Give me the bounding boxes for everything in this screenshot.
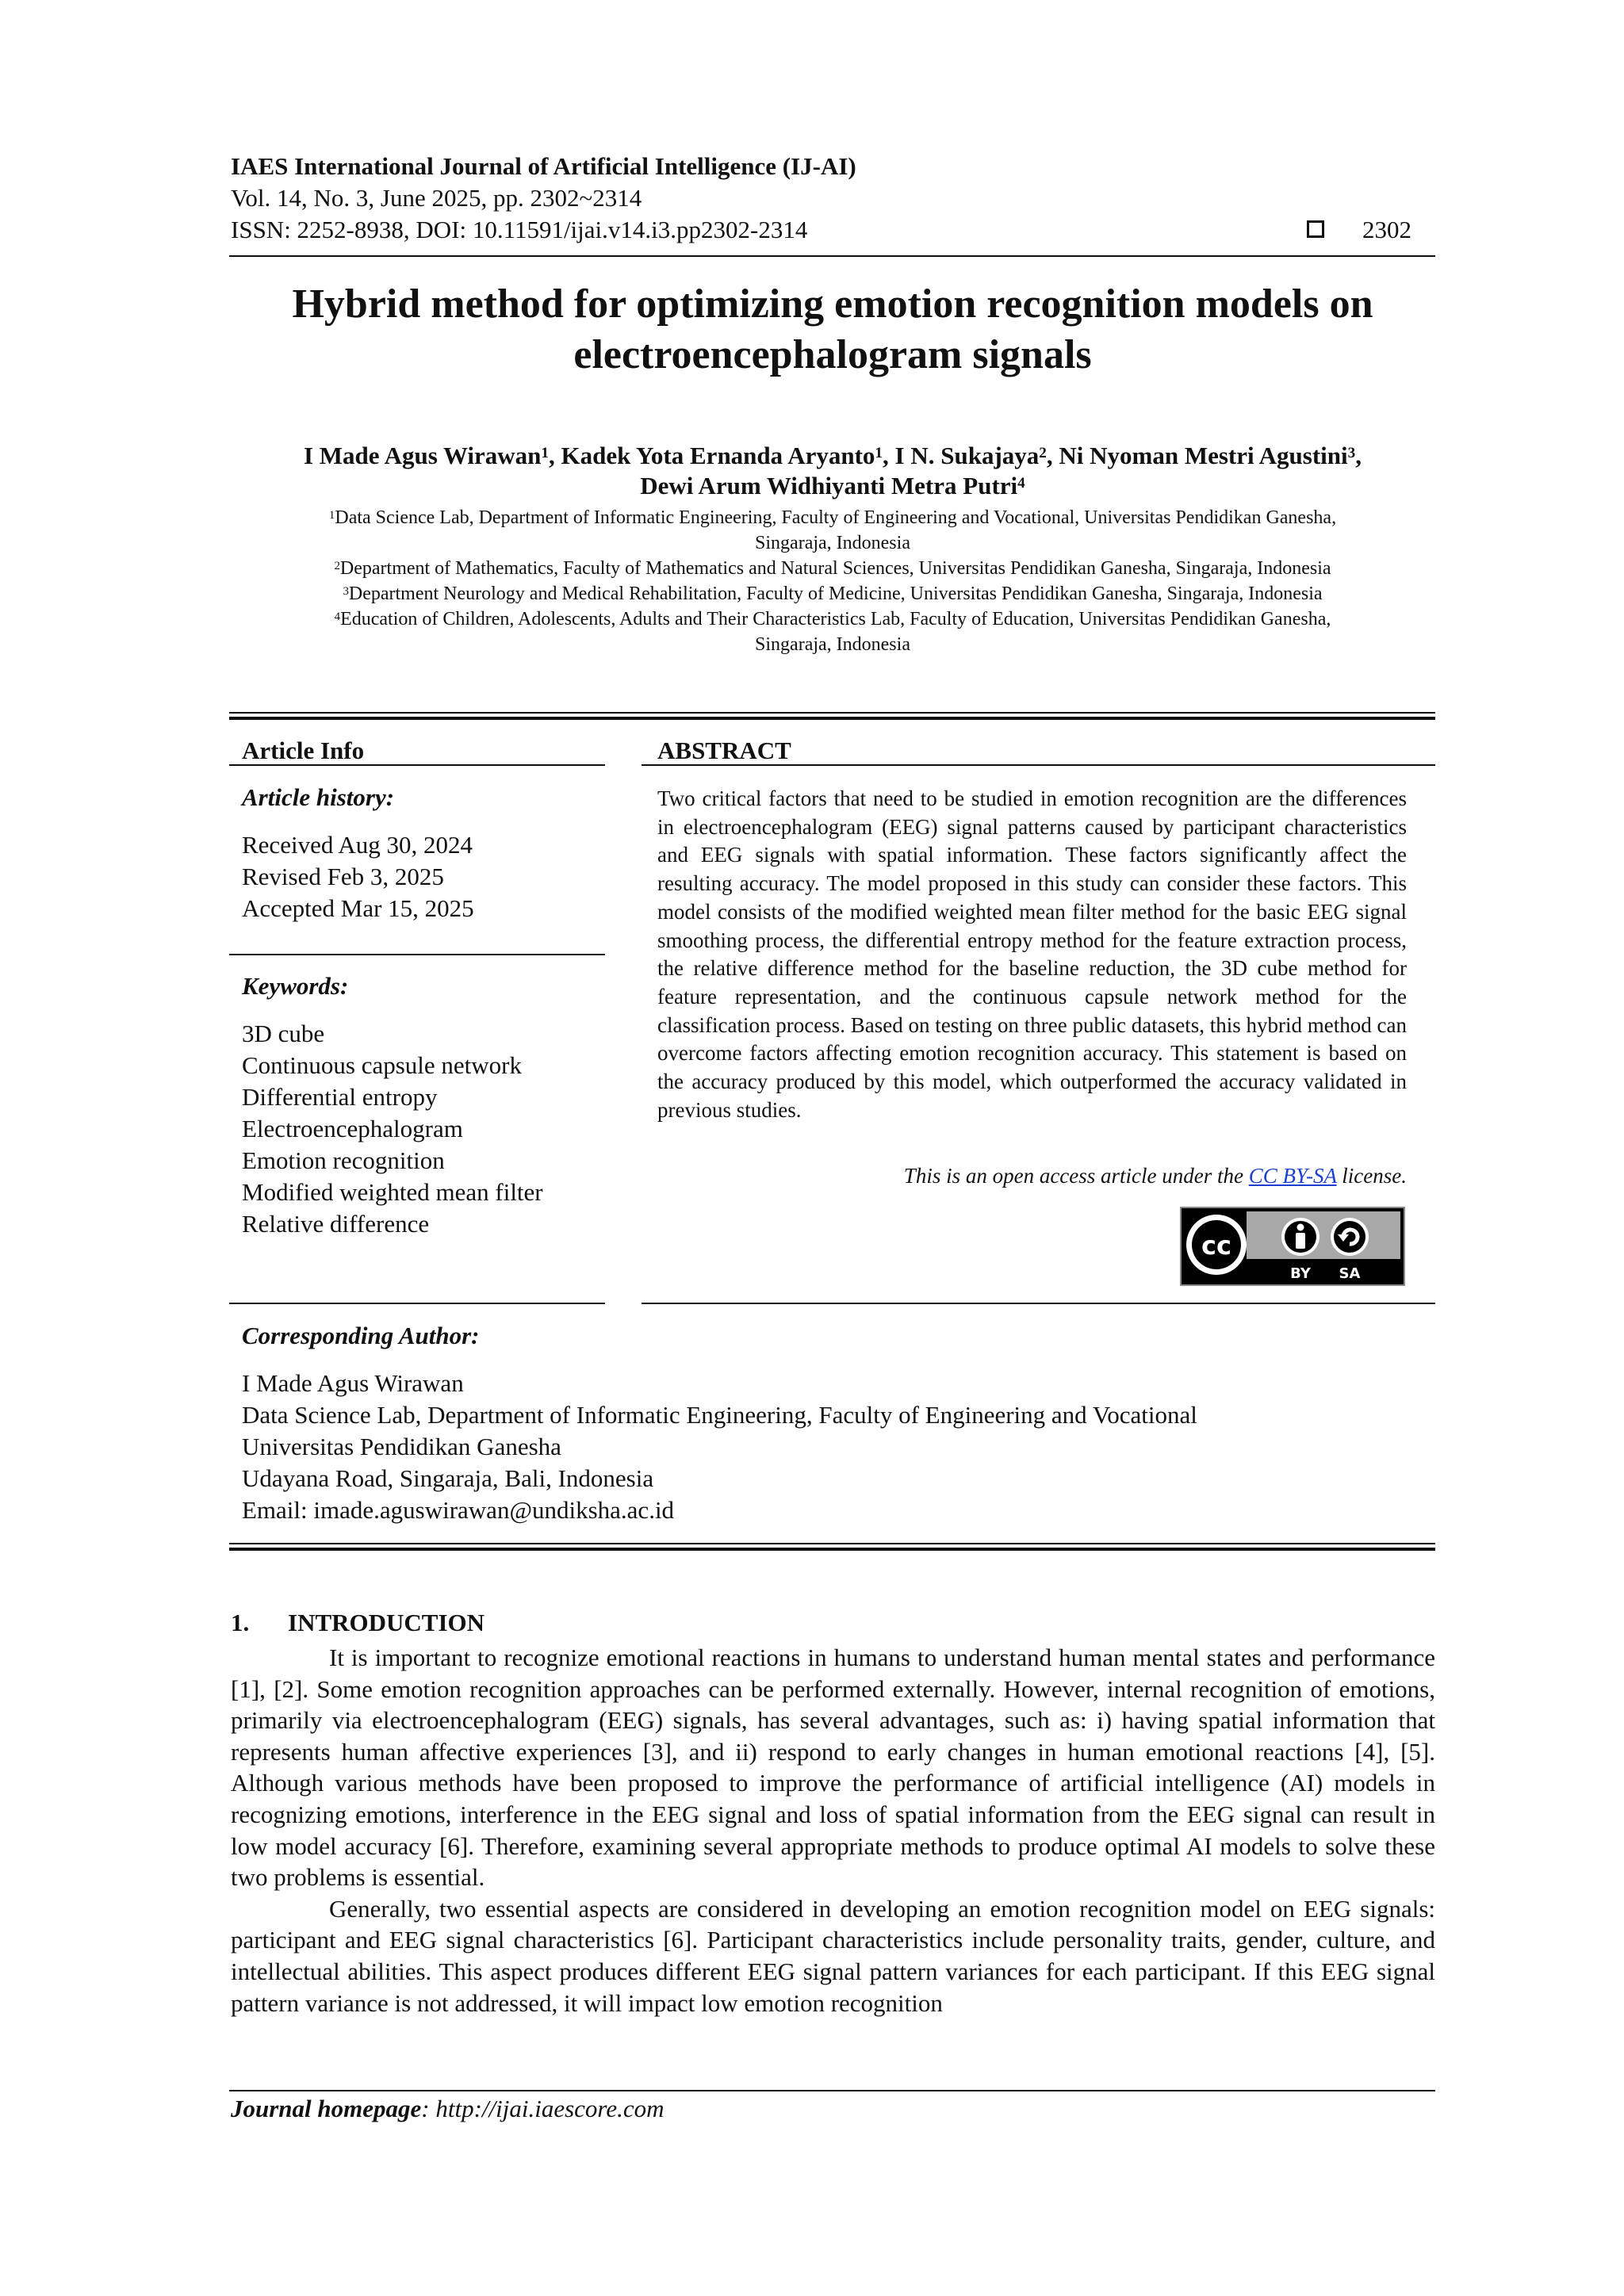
homepage-url[interactable]: http://ijai.iaescore.com (435, 2095, 665, 2122)
affiliation-item: $^1$Data Science Lab, Department of Informatic Engineering, Faculty of Engineering and Vocational, Universitas Pendidikan Ganesha, (328, 507, 1337, 528)
title-line-1: Hybrid method for optimizing emotion recognition models on (292, 281, 1373, 327)
keyword-item: Modified weighted mean filter (242, 1178, 543, 1206)
page-number: 2302 (1362, 216, 1411, 243)
attribution-icon (1281, 1218, 1320, 1256)
svg-text:cc: cc (1201, 1230, 1231, 1261)
affiliation-item-continued: Singaraja, Indonesia (755, 634, 910, 655)
info-bottom-rule (229, 1543, 1435, 1544)
homepage-label: Journal homepage (231, 2095, 422, 2122)
info-bottom-rule-thick (229, 1548, 1435, 1551)
license-link[interactable]: CC BY-SA (1248, 1164, 1337, 1188)
keyword-list (242, 1018, 543, 1240)
keyword-item: Relative difference (242, 1210, 430, 1238)
volume-line: Vol. 14, No. 3, June 2025, pp. 2302~2314 (231, 184, 642, 212)
abstract-heading: ABSTRACT (657, 737, 791, 764)
abstract-bottom-rule (642, 1303, 1435, 1304)
article-history (242, 829, 474, 924)
info-top-rule (229, 712, 1435, 714)
corresponding-univ: Universitas Pendidikan Ganesha (242, 1433, 561, 1460)
keyword-item: Continuous capsule network (242, 1051, 523, 1079)
section-heading (231, 1609, 485, 1637)
author-name: Dewi Arum Widhiyanti Metra Putri (640, 472, 1018, 499)
license-statement: This is an open access article under the CC BY-SA license. (903, 1164, 1407, 1188)
badge-sa-label: SA (1339, 1265, 1361, 1282)
share-alike-icon (1331, 1218, 1369, 1256)
article-history-label: Article history: (242, 783, 395, 811)
header-divider (229, 255, 1435, 257)
corresponding-author-details (242, 1368, 1197, 1526)
square-bullet-icon (1307, 220, 1324, 238)
author-name: I Made Agus Wirawan (303, 442, 542, 469)
author-name: I N. Sukajaya (894, 442, 1040, 469)
author-affiliation-mark: 1 (875, 445, 883, 461)
abstract-body: Two critical factors that need to be studied in emotion recognition are the differences in electroencephalogram (EEG) signal patterns caused by participant characteristics and EEG signals with spatial information. These factors significantly affect the resulting accuracy. The model proposed in this study can consider these factors. This model consists of the modified weighted mean filter method for the basic EEG signal smoothing process, the differential entropy method for the feature extraction process, the relative difference method for the baseline reduction, the 3D cube method for feature representation, and the continuous capsule network method for the classification process. Based on testing on three public datasets, this hybrid method can overcome factors affecting emotion recognition accuracy. This statement is based on the accuracy produced by this model, which outperformed the accuracy validated in previous studies. (657, 786, 1407, 1122)
journal-name: IAES International Journal of Artificial Intelligence (IJ-AI) (231, 152, 856, 180)
title-line-2: electroencephalogram signals (573, 332, 1092, 377)
corresponding-author-label: Corresponding Author: (242, 1322, 480, 1349)
affiliation-item: $^4$Education of Children, Adolescents, Adults and Their Characteristics Lab, Faculty of Education, Universitas Pendidikan Ganesha, (334, 609, 1331, 629)
corresponding-name: I Made Agus Wirawan (242, 1369, 464, 1397)
introduction-body (231, 1642, 1435, 2019)
keyword-item: Differential entropy (242, 1083, 438, 1111)
author-name: Ni Nyoman Mestri Agustini (1059, 442, 1348, 469)
article-info-rule (229, 764, 605, 766)
badge-by-label: BY (1290, 1265, 1311, 1282)
history-accepted: Accepted Mar 15, 2025 (242, 894, 474, 922)
author-name: Kadek Yota Ernanda Aryanto (561, 442, 875, 469)
corresponding-address: Udayana Road, Singaraja, Bali, Indonesia (242, 1464, 654, 1492)
info-top-rule-thick (229, 717, 1435, 720)
history-revised: Revised Feb 3, 2025 (242, 863, 444, 890)
keyword-item: 3D cube (242, 1020, 325, 1047)
keyword-item: Electroencephalogram (242, 1115, 463, 1142)
article-info-heading: Article Info (242, 737, 365, 764)
section-title: INTRODUCTION (288, 1609, 485, 1636)
paragraph: Generally, two essential aspects are considered in developing an emotion recognition model on EEG signals: participant and EEG signal characteristics [6]. Participant characteristics include personality traits, gender, culture, and intellectual abilities. This aspect produces different EEG signal pattern variances for each participant. If this EEG signal pattern variance is not addressed, it will impact low emotion recognition (231, 1894, 1435, 2017)
section-number: 1. (231, 1609, 250, 1636)
author-affiliation-mark: 1 (541, 445, 550, 461)
journal-homepage: Journal homepage: http://ijai.iaescore.com (231, 2095, 665, 2122)
issn-doi-line: ISSN: 2252-8938, DOI: 10.11591/ijai.v14.i3.pp2302-2314 (231, 216, 808, 243)
affiliation-item-continued: Singaraja, Indonesia (755, 533, 910, 553)
author-affiliation-mark: 2 (1039, 445, 1047, 461)
footer-divider (229, 2090, 1435, 2091)
cc-by-sa-badge[interactable] (1180, 1207, 1405, 1286)
cc-icon (1186, 1215, 1247, 1275)
author-list: I Made Agus Wirawan$^1$, Kadek Yota Ernanda Aryanto$^1$, I N. Sukajaya$^2$, Ni Nyoman Mestri Agustini$^3$, Dewi Arum Widhiyanti Metra Putri$^4$ (303, 442, 1362, 499)
paragraph: It is important to recognize emotional reactions in humans to understand human mental states and performance [1], [2]. Some emotion recognition approaches can be performed externally. However, internal recognition of emotions, primarily via electroencephalogram (EEG) signals, has several advantages, such as: i) having spatial information that represents human affective experiences [3], and ii) respond to early changes in human emotional reactions [4], [5]. Although various methods have been proposed to improve the performance of artificial intelligence (AI) models in recognizing emotions, interference in the EEG signal and loss of spatial information from the EEG signal can result in low model accuracy [6]. Therefore, examining several appropriate methods to produce optimal AI models to solve these two problems is essential. (231, 1644, 1435, 1892)
corresponding-email[interactable]: Email: imade.aguswirawan@undiksha.ac.id (242, 1496, 675, 1524)
author-affiliation-mark: 4 (1017, 475, 1025, 492)
history-keywords-rule (229, 954, 605, 955)
keywords-label: Keywords: (242, 972, 349, 1000)
keywords-bottom-rule (229, 1303, 605, 1304)
paper-title (159, 279, 1507, 381)
affiliation-list (222, 505, 1443, 657)
history-received: Received Aug 30, 2024 (242, 831, 473, 859)
abstract-heading-rule (642, 764, 1435, 766)
keyword-item: Emotion recognition (242, 1146, 445, 1174)
author-affiliation-mark: 3 (1347, 445, 1356, 461)
affiliation-item: $^2$Department of Mathematics, Faculty of Mathematics and Natural Sciences, Universitas Pendidikan Ganesha, Singaraja, Indonesia (334, 558, 1331, 579)
affiliation-item: $^3$Department Neurology and Medical Rehabilitation, Faculty of Medicine, Universitas Pendidikan Ganesha, Singaraja, Indonesia (343, 584, 1323, 604)
corresponding-dept: Data Science Lab, Department of Informatic Engineering, Faculty of Engineering and Vocational (242, 1401, 1197, 1429)
